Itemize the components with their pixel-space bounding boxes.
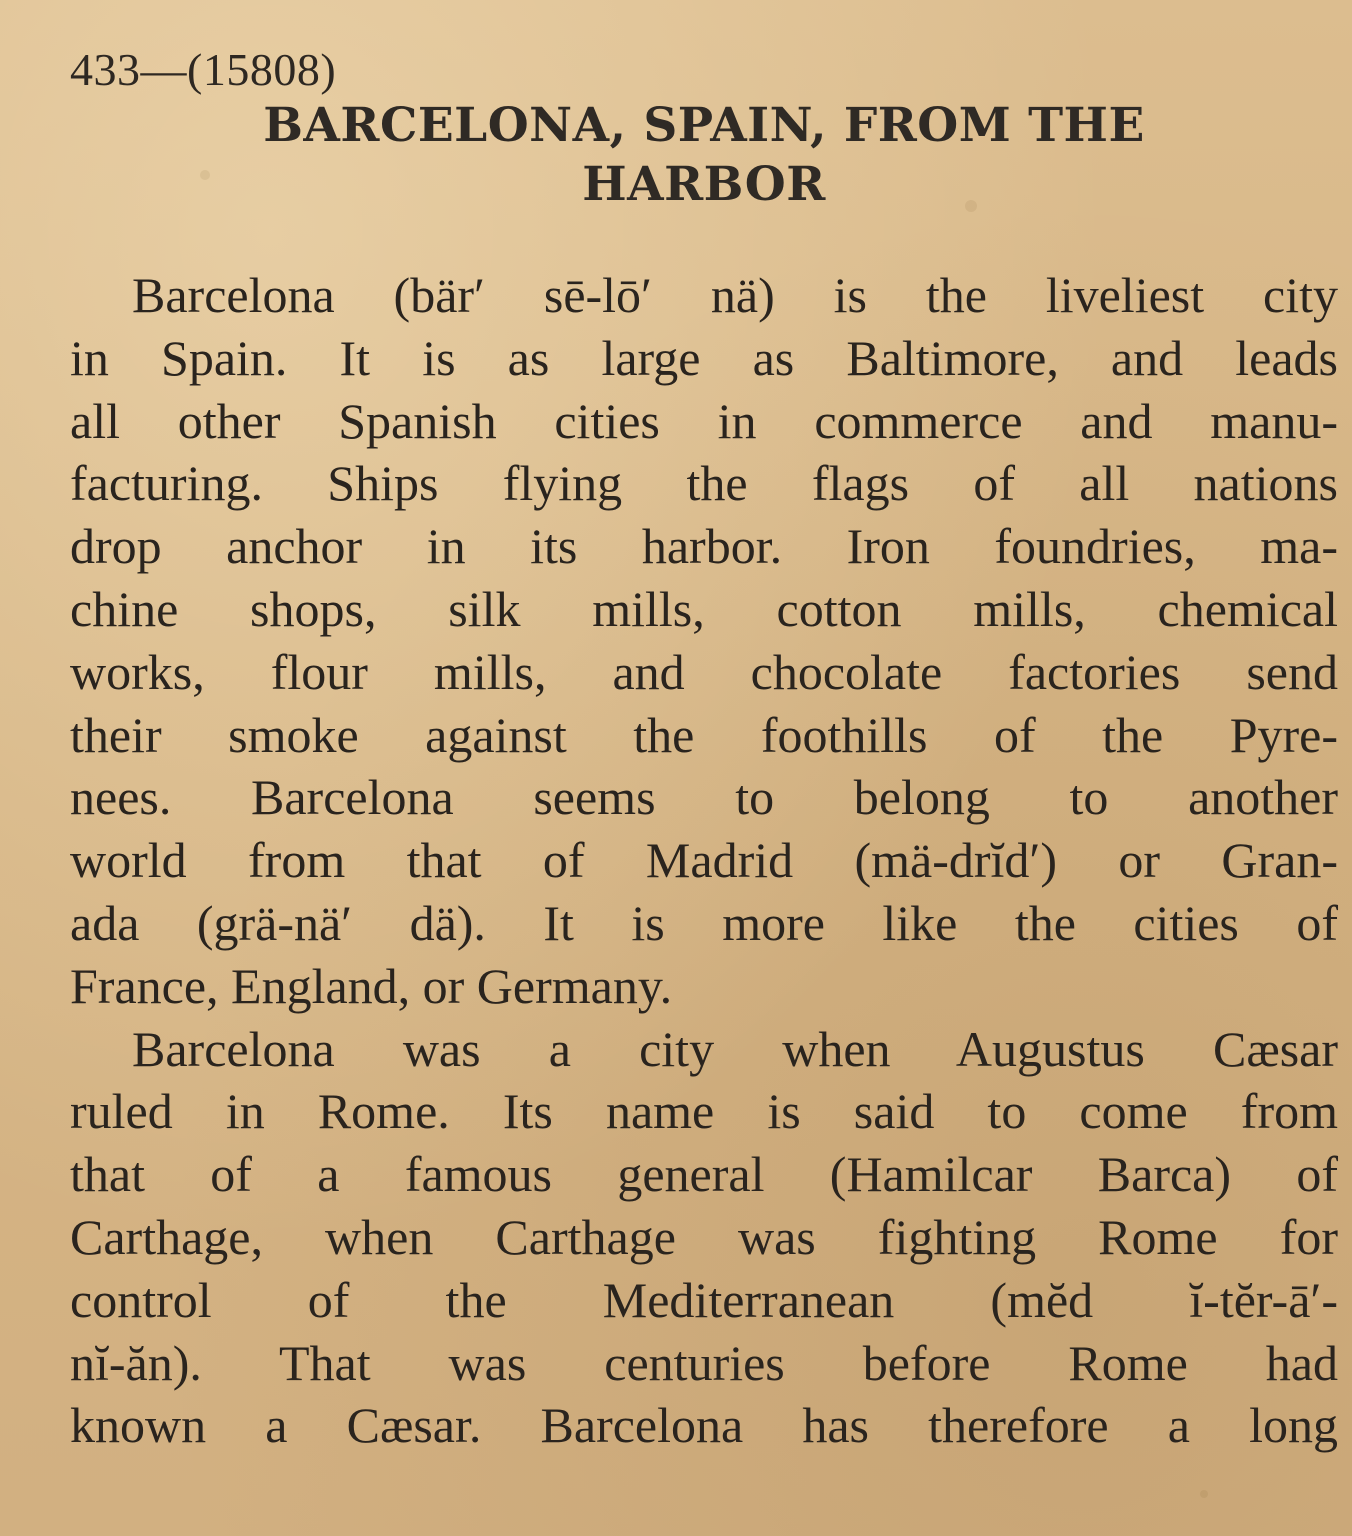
card-number: 433—(15808) (70, 44, 337, 95)
text-line: Carthage, when Carthage was fighting Rome for (70, 1208, 1338, 1265)
card-title-line: BARCELONA, SPAIN, FROM THE (263, 98, 1145, 153)
paragraph-2 (70, 1018, 1338, 1458)
text-line: Barcelona was a city when Augustus Cæsar (132, 1020, 1338, 1077)
text-line: all other Spanish cities in commerce and manu- (70, 392, 1338, 449)
card-title (70, 96, 1338, 214)
text-line: ruled in Rome. Its name is said to come from (70, 1083, 1338, 1140)
text-line: facturing. Ships flying the flags of all nations (70, 455, 1338, 512)
paper-stain (200, 170, 210, 180)
text-line: nees. Barcelona seems to belong to another (70, 769, 1338, 826)
paragraph-1 (70, 264, 1338, 1018)
text-line: world from that of Madrid (mä-drĭd′) or Gran- (70, 832, 1338, 889)
text-line: that of a famous general (Hamilcar Barca) of (70, 1146, 1338, 1203)
text-line: nĭ-ăn). That was centuries before Rome had (70, 1334, 1338, 1391)
text-line: Barcelona (bär′ sē-lō′ nä) is the liveliest city (132, 267, 1338, 323)
text-line: works, flour mills, and chocolate factories send (70, 643, 1338, 700)
paper-stain (965, 200, 977, 212)
card-title-line: HARBOR (582, 157, 826, 212)
text-line: their smoke against the foothills of the Pyre- (70, 706, 1338, 763)
body-text (70, 264, 1338, 1457)
text-line: ada (grä-nä′ dä). It is more like the cities of (70, 894, 1338, 951)
text-line: control of the Mediterranean (mĕd ĭ-tĕr-ā′- (70, 1271, 1338, 1328)
text-line: known a Cæsar. Barcelona has therefore a long (70, 1397, 1338, 1454)
text-line: chine shops, silk mills, cotton mills, chemical (70, 580, 1338, 637)
text-line: drop anchor in its harbor. Iron foundries, ma- (70, 518, 1338, 575)
paper-stain (1200, 1490, 1208, 1498)
text-line: France, England, or Germany. (70, 957, 673, 1014)
text-line: in Spain. It is as large as Baltimore, and leads (70, 329, 1338, 386)
